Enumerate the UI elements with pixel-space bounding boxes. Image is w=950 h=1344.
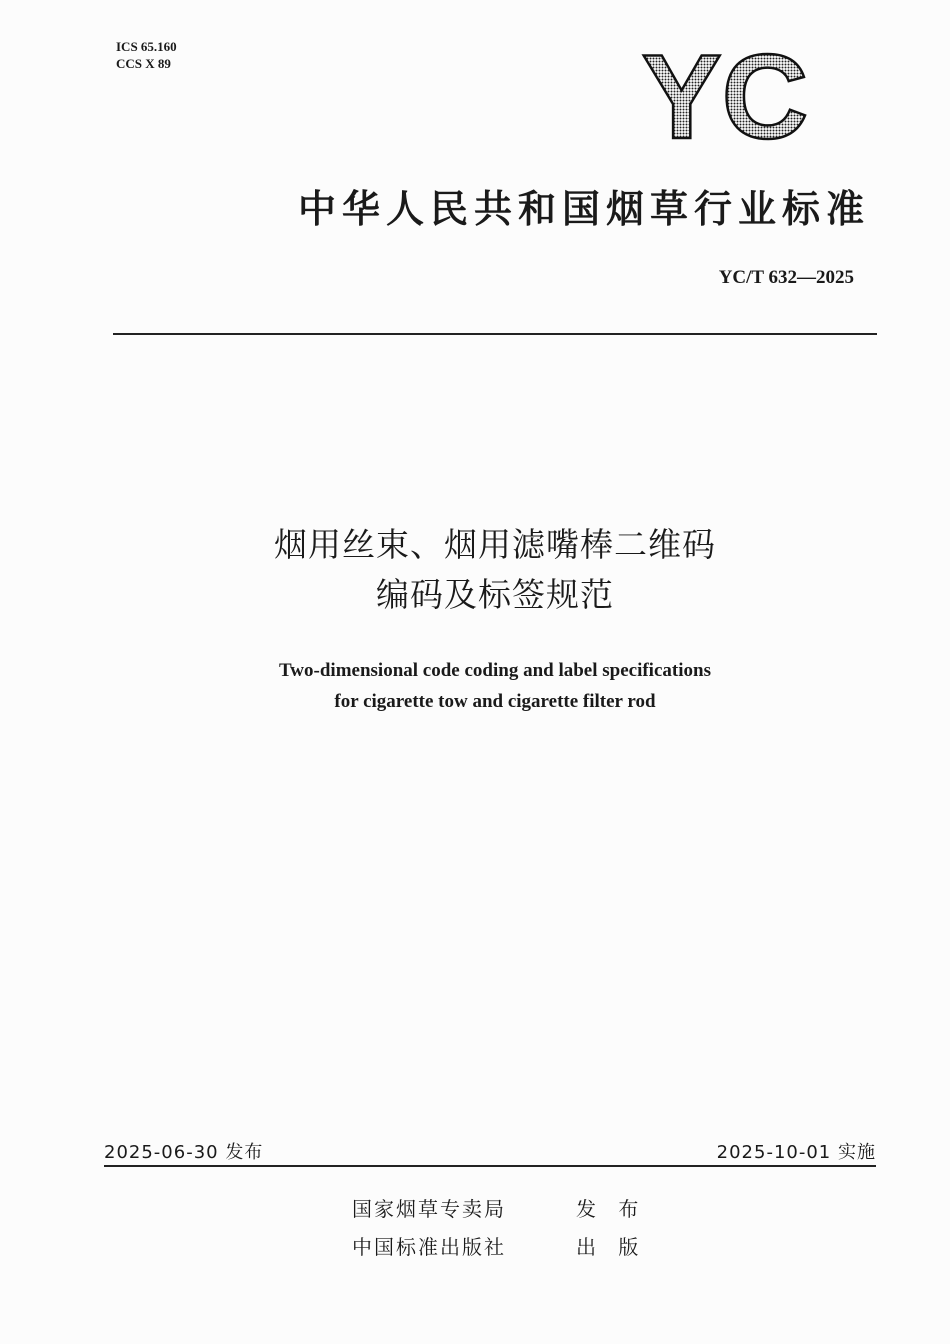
publisher-row: [352, 1190, 646, 1228]
footer-divider: [104, 1165, 876, 1167]
standard-category-name: 中华人民共和国烟草行业标准: [297, 187, 870, 231]
publisher-role: 出 版: [576, 1235, 647, 1259]
title-english: [100, 655, 890, 717]
standard-number: YC/T 632—2025: [718, 267, 854, 288]
yc-logo: [640, 36, 810, 156]
title-english-line-1: Two-dimensional code coding and label specifications: [279, 660, 711, 681]
title-chinese-line-1: 烟用丝束、烟用滤嘴棒二维码: [274, 525, 716, 564]
classification-codes: [116, 38, 177, 72]
logo-text: YC: [641, 36, 809, 156]
implementation-date: 2025-10-01 实施: [716, 1142, 876, 1163]
publisher-org: 国家烟草专卖局: [352, 1197, 506, 1221]
publisher-role: 发 布: [576, 1197, 647, 1221]
header-divider: [113, 333, 877, 335]
title-chinese-line-2: 编码及标签规范: [376, 575, 614, 614]
title-english-line-2: for cigarette tow and cigarette filter rod: [334, 691, 656, 712]
publisher-org: 中国标准出版社: [352, 1235, 506, 1259]
publishers: [352, 1190, 646, 1266]
ics-code: ICS 65.160: [116, 39, 177, 54]
title-chinese: [100, 520, 890, 620]
issue-date: 2025-06-30 发布: [104, 1142, 264, 1163]
publisher-row: [352, 1228, 646, 1266]
ccs-code: CCS X 89: [116, 56, 171, 71]
